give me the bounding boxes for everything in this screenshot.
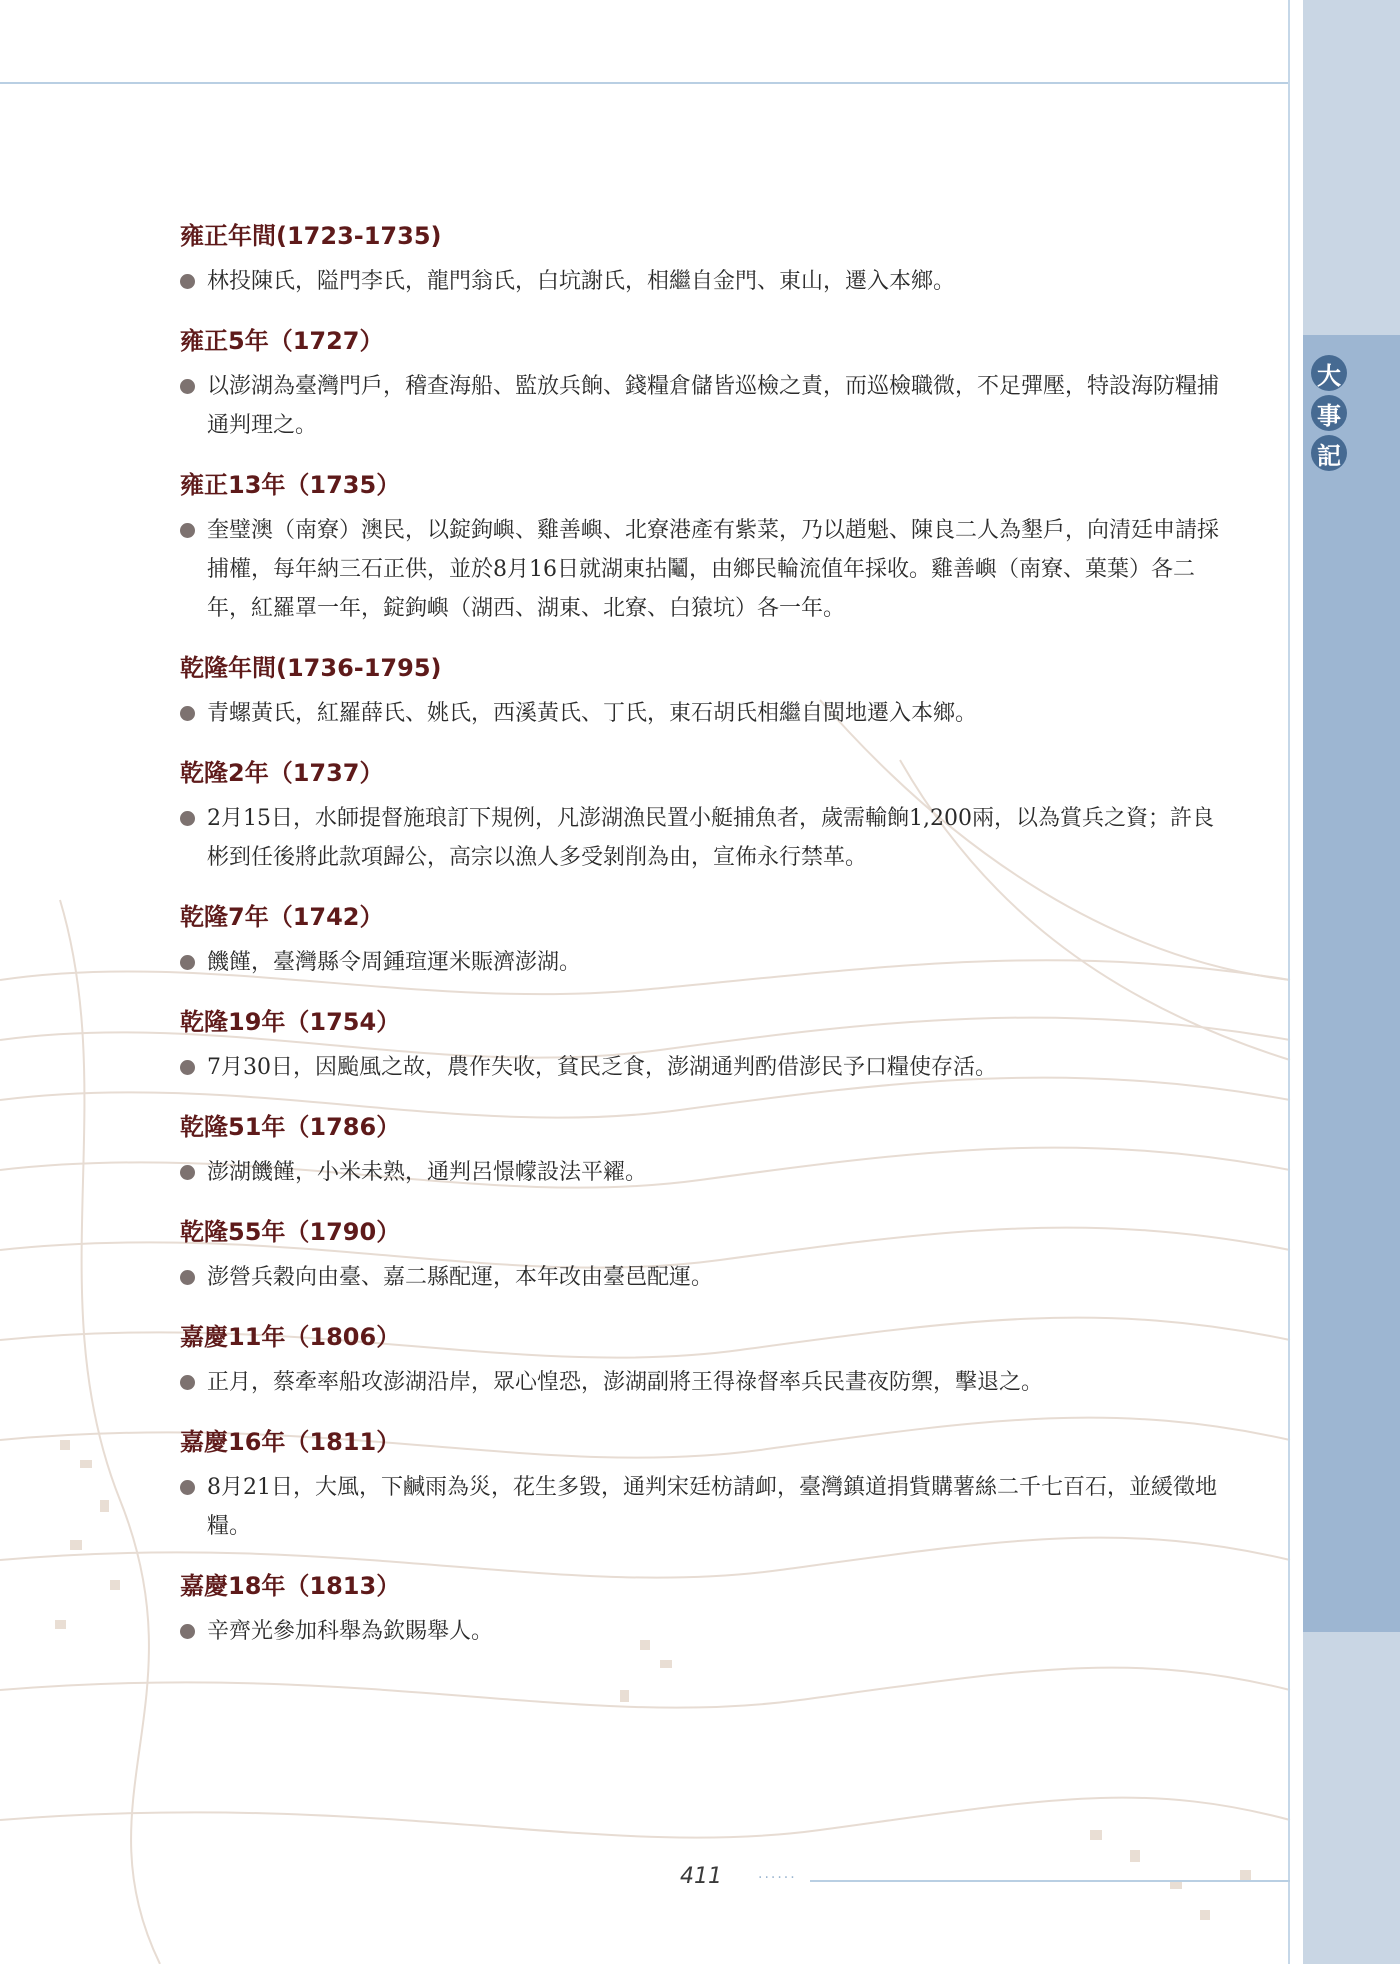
entry-bullet [180,1468,1220,1546]
entry-text: 2月15日，水師提督施琅訂下規例，凡澎湖漁民置小艇捕魚者，歲需輸餉1,200兩，以為賞兵之資；許良彬到任後將此款項歸公，高宗以漁人多受剝削為由，宣佈永行禁革。 [207,806,1214,870]
chronology-entry [180,1004,1220,1087]
chapter-tab[interactable] [1307,355,1351,475]
chapter-tab-char: 事 [1311,395,1347,431]
bullet-dot-icon [180,706,195,721]
bullet-dot-icon [180,1624,195,1639]
entry-title: 乾隆51年（1786） [180,1113,401,1141]
entry-bullet [180,694,1220,733]
entry-title: 雍正5年（1727） [180,327,384,355]
entry-bullet [180,943,1220,982]
bullet-dot-icon [180,811,195,826]
page-number: 411 [680,1864,722,1889]
bullet-dot-icon [180,274,195,289]
chronology-entry [180,899,1220,982]
chronology-entry [180,755,1220,877]
entry-title: 嘉慶11年（1806） [180,1323,401,1351]
entry-bullet [180,367,1220,445]
entry-bullet [180,1612,1220,1651]
chronology-entry [180,650,1220,733]
bullet-dot-icon [180,1060,195,1075]
entry-text: 正月，蔡牽率船攻澎湖沿岸，眾心惶恐，澎湖副將王得祿督率兵民晝夜防禦，擊退之。 [207,1370,1044,1395]
entry-bullet [180,262,1220,301]
top-rule [0,82,1290,84]
entry-bullet [180,1048,1220,1087]
bullet-dot-icon [180,1165,195,1180]
entry-text: 以澎湖為臺灣門戶，稽查海船、監放兵餉、錢糧倉儲皆巡檢之責，而巡檢職微，不足彈壓，特設海防糧捕通判理之。 [207,374,1220,438]
bullet-dot-icon [180,379,195,394]
chronology-entry [180,1214,1220,1297]
entry-title: 乾隆55年（1790） [180,1218,401,1246]
entry-bullet [180,799,1220,877]
chronology-entry [180,1319,1220,1402]
entry-title: 乾隆2年（1737） [180,759,384,787]
entry-text: 8月21日，大風，下鹹雨為災，花生多毀，通判宋廷枋請卹，臺灣鎮道捐貲購薯絲二千七百石，並緩徵地糧。 [207,1475,1217,1539]
entry-bullet [180,511,1220,628]
chronology-entry [180,1424,1220,1546]
entry-bullet [180,1258,1220,1297]
chronology-content [180,218,1220,1673]
chronology-entry [180,1568,1220,1651]
footer-dots: ······ [758,1870,797,1886]
entry-text: 辛齊光參加科舉為欽賜舉人。 [207,1619,494,1644]
entry-text: 奎璧澳（南寮）澳民，以錠鉤嶼、雞善嶼、北寮港產有紫菜，乃以趙魁、陳良二人為墾戶，向清廷申請採捕權，每年納三石正供，並於8月16日就湖東拈鬮，由鄉民輪流值年採收。雞善嶼（南寮、菓葉）各二年，紅羅罩一年，錠鉤嶼（湖西、湖東、北寮、白猿坑）各一年。 [207,518,1220,621]
entry-title: 乾隆年間(1736-1795) [180,654,442,682]
entry-title: 雍正年間(1723-1735) [180,222,442,250]
entry-text: 饑饉，臺灣縣令周鍾瑄運米賑濟澎湖。 [207,950,582,975]
side-chapter-band [1303,335,1400,1632]
bullet-dot-icon [180,1270,195,1285]
entry-text: 7月30日，因颱風之故，農作失收，貧民乏食，澎湖通判酌借澎民予口糧使存活。 [207,1055,997,1080]
chronology-entry [180,323,1220,445]
footer-rule [810,1880,1290,1882]
chronology-entry [180,467,1220,628]
bullet-dot-icon [180,955,195,970]
bullet-dot-icon [180,523,195,538]
entry-text: 澎湖饑饉，小米未熟，通判呂憬幪設法平糴。 [207,1160,648,1185]
content-edge-rule [1288,0,1290,1964]
entry-text: 林投陳氏，隘門李氏，龍門翁氏，白坑謝氏，相繼自金門、東山，遷入本鄉。 [207,269,956,294]
entry-title: 雍正13年（1735） [180,471,401,499]
bullet-dot-icon [180,1480,195,1495]
entry-bullet [180,1363,1220,1402]
entry-bullet [180,1153,1220,1192]
bullet-dot-icon [180,1375,195,1390]
entry-text: 青螺黃氏，紅羅薛氏、姚氏，西溪黃氏、丁氏，東石胡氏相繼自閩地遷入本鄉。 [207,701,978,726]
entry-title: 乾隆7年（1742） [180,903,384,931]
entry-title: 嘉慶18年（1813） [180,1572,401,1600]
chapter-tab-char: 記 [1311,435,1347,471]
chronology-entry [180,218,1220,301]
entry-title: 乾隆19年（1754） [180,1008,401,1036]
chapter-tab-char: 大 [1311,355,1347,391]
chronology-entry [180,1109,1220,1192]
entry-title: 嘉慶16年（1811） [180,1428,401,1456]
entry-text: 澎營兵穀向由臺、嘉二縣配運，本年改由臺邑配運。 [207,1265,714,1290]
